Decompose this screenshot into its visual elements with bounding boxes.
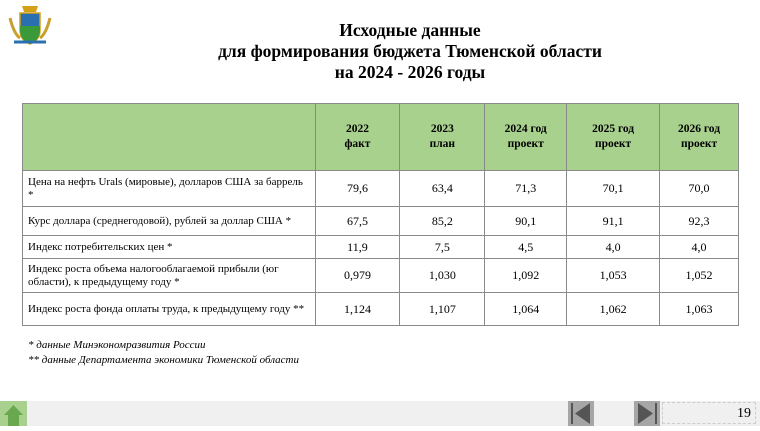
page-title: [120, 20, 700, 83]
header-cell: 2024 год проект: [485, 104, 567, 171]
coat-of-arms-logo: [8, 4, 52, 46]
next-icon: [634, 401, 660, 426]
header-label-cell: [23, 104, 316, 171]
value-cell: 7,5: [400, 236, 485, 259]
value-cell: 1,092: [485, 259, 567, 293]
footnote: ** данные Департамента экономики Тюменской области: [28, 354, 299, 366]
title-line: для формирования бюджета Тюменской области: [218, 41, 602, 61]
table-row: [23, 293, 739, 326]
table-row: [23, 207, 739, 236]
value-cell: 79,6: [315, 171, 400, 207]
value-cell: 91,1: [567, 207, 660, 236]
value-cell: 4,5: [485, 236, 567, 259]
home-icon: [0, 401, 27, 426]
previous-slide-button[interactable]: [568, 401, 594, 426]
previous-icon: [568, 401, 594, 426]
value-cell: 0,979: [315, 259, 400, 293]
page-number: 19: [662, 402, 756, 424]
table-header-row: [23, 104, 739, 171]
budget-data-table: [22, 103, 739, 326]
value-cell: 90,1: [485, 207, 567, 236]
home-button[interactable]: [0, 401, 27, 426]
next-slide-button[interactable]: [634, 401, 660, 426]
table-row: [23, 259, 739, 293]
value-cell: 71,3: [485, 171, 567, 207]
title-line: на 2024 - 2026 годы: [334, 62, 486, 82]
value-cell: 63,4: [400, 171, 485, 207]
header-cell: 2022 факт: [315, 104, 400, 171]
value-cell: 70,1: [567, 171, 660, 207]
value-cell: 1,124: [315, 293, 400, 326]
value-cell: 85,2: [400, 207, 485, 236]
header-cell: 2025 год проект: [567, 104, 660, 171]
row-label: Индекс роста фонда оплаты труда, к предыдущему году **: [23, 293, 316, 326]
title-line: Исходные данные: [339, 20, 481, 40]
row-label: Курс доллара (среднегодовой), рублей за доллар США *: [23, 207, 316, 236]
row-label: Индекс потребительских цен *: [23, 236, 316, 259]
value-cell: 1,107: [400, 293, 485, 326]
table-row: [23, 236, 739, 259]
value-cell: 1,052: [660, 259, 739, 293]
row-label: Индекс роста объема налогооблагаемой прибыли (юг области), к предыдущему году *: [23, 259, 316, 293]
value-cell: 1,063: [660, 293, 739, 326]
value-cell: 92,3: [660, 207, 739, 236]
header-cell: 2026 год проект: [660, 104, 739, 171]
value-cell: 11,9: [315, 236, 400, 259]
footnote: * данные Минэкономразвития России: [28, 339, 206, 351]
row-label: Цена на нефть Urals (мировые), долларов США за баррель *: [23, 171, 316, 207]
header-cell: 2023 план: [400, 104, 485, 171]
value-cell: 1,062: [567, 293, 660, 326]
footnotes: [28, 338, 299, 368]
value-cell: 67,5: [315, 207, 400, 236]
table-row: [23, 171, 739, 207]
value-cell: 1,030: [400, 259, 485, 293]
value-cell: 1,064: [485, 293, 567, 326]
value-cell: 1,053: [567, 259, 660, 293]
value-cell: 4,0: [567, 236, 660, 259]
value-cell: 70,0: [660, 171, 739, 207]
value-cell: 4,0: [660, 236, 739, 259]
